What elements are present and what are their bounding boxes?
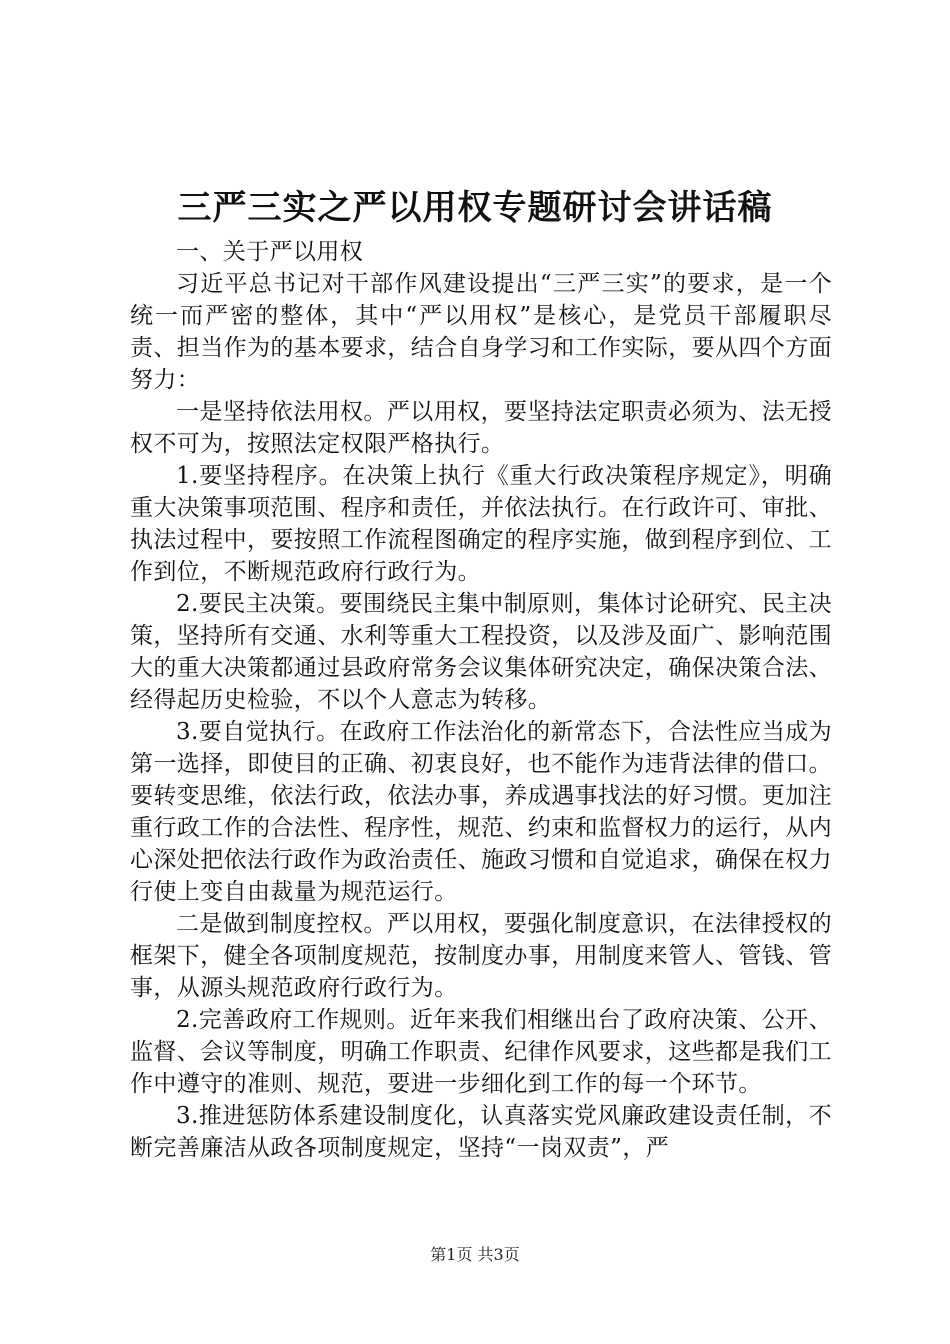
paragraph: 3.要自觉执行。在政府工作法治化的新常态下，合法性应当成为第一选择，即使目的正确、初衷良好，也不能作为违背法律的借口。要转变思维，依法行政，依法办事，养成遇事找法的好习惯。更加注重行政工作的合法性、程序性，规范、约束和监督权力的运行，从内心深处把依法行政作为政治责任、施政习惯和自觉追求，确保在权力行使上变自由裁量为规范运行。 xyxy=(130,719,832,905)
document-body xyxy=(130,236,832,1164)
paragraph: 2.完善政府工作规则。近年来我们相继出台了政府决策、公开、监督、会议等制度，明确工作职责、纪律作风要求，这些都是我们工作中遵守的准则、规范，要进一步细化到工作的每一个环节。 xyxy=(130,1007,832,1097)
document-title: 三严三实之严以用权专题研讨会讲话稿 xyxy=(177,188,773,228)
paragraph: 一是坚持依法用权。严以用权，要坚持法定职责必须为、法无授权不可为，按照法定权限严格执行。 xyxy=(130,399,832,457)
paragraph: 习近平总书记对干部作风建设提出“三严三实”的要求，是一个统一而严密的整体，其中“严以用权”是核心，是党员干部履职尽责、担当作为的基本要求，结合自身学习和工作实际，要从四个方面努力： xyxy=(130,271,832,393)
paragraph: 1.要坚持程序。在决策上执行《重大行政决策程序规定》，明确重大决策事项范围、程序和责任，并依法执行。在行政许可、审批、执法过程中，要按照工作流程图确定的程序实施，做到程序到位、工作到位，不断规范政府行政行为。 xyxy=(130,463,832,585)
paragraph: 二是做到制度控权。严以用权，要强化制度意识，在法律授权的框架下，健全各项制度规范，按制度办事，用制度来管人、管钱、管事，从源头规范政府行政行为。 xyxy=(130,911,832,1001)
paragraph: 2.要民主决策。要围绕民主集中制原则，集体讨论研究、民主决策，坚持所有交通、水利等重大工程投资，以及涉及面广、影响范围大的重大决策都通过县政府常务会议集体研究决定，确保决策合法、经得起历史检验，不以个人意志为转移。 xyxy=(130,591,832,713)
page-number-footer: 第1页 共3页 xyxy=(430,1245,520,1264)
section-heading: 一、关于严以用权 xyxy=(176,239,364,265)
paragraph: 3.推进惩防体系建设制度化，认真落实党风廉政建设责任制，不断完善廉洁从政各项制度规定，坚持“一岗双责”，严 xyxy=(130,1103,832,1161)
